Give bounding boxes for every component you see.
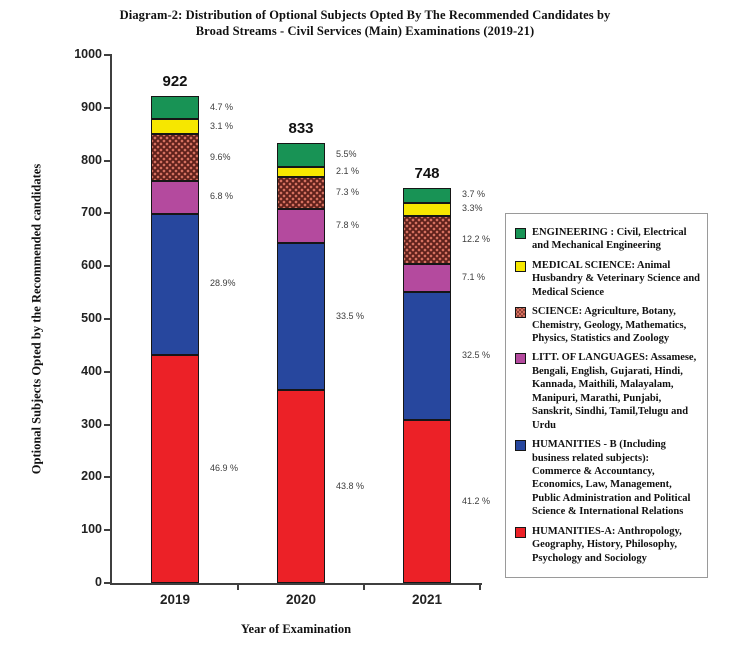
segment-percent-label: 5.5% (336, 149, 357, 160)
y-axis-tick (104, 529, 110, 531)
bar-segment-humanities-b-2019 (151, 214, 199, 355)
segment-percent-label: 46.9 % (210, 462, 239, 473)
x-axis-tick (479, 585, 481, 590)
bar-segment-humanities-a-2021 (403, 420, 451, 583)
legend-swatch-icon (515, 228, 526, 239)
chart-title-line-2: Broad Streams - Civil Services (Main) Examinations (2019-21) (195, 24, 535, 38)
legend-swatch-icon (515, 261, 526, 272)
segment-percent-label: 6.8 % (210, 191, 234, 202)
legend-item-text: SCIENCE: Agriculture, Botany, Chemistry, Geology, Mathematics, Physics, Statistics and Zoology (532, 306, 687, 345)
chart-legend (505, 213, 708, 578)
chart-title-line-1: Diagram-2: Distribution of Optional Subjects Opted By The Recommended Candidates by (119, 8, 611, 22)
x-axis-tick (363, 585, 365, 590)
bar-segment-engineering-2021 (403, 188, 451, 203)
bar-segment-litt-of-languages-2020 (277, 209, 325, 243)
bar-segment-science-2019 (151, 134, 199, 181)
y-axis-tick (104, 476, 110, 478)
bar-segment-humanities-a-2019 (151, 355, 199, 583)
legend-swatch-icon (515, 440, 526, 451)
y-axis-tick-label: 200 (81, 469, 102, 484)
y-axis-tick-label: 1000 (74, 47, 102, 61)
y-axis-tick (104, 371, 110, 373)
y-axis-tick-label: 400 (81, 363, 102, 378)
bar-segment-medical-science-2021 (403, 203, 451, 216)
bar-total-label: 922 (162, 73, 188, 91)
segment-percent-label: 7.3 % (336, 186, 360, 197)
legend-swatch-icon (515, 353, 526, 364)
y-axis-tick (104, 582, 110, 584)
legend-item-humanities-a (515, 525, 700, 565)
legend-item-text: HUMANITIES - B (Including business related subjects): Commerce & Accountancy, Economics, Law, Management, Public Administration and Political Science & International Relations (532, 439, 691, 518)
bar-segment-engineering-2019 (151, 96, 199, 119)
legend-swatch-icon (515, 527, 526, 538)
segment-percent-label: 3.7 % (462, 189, 486, 200)
segment-percent-label: 43.8 % (336, 480, 365, 491)
x-axis-category-label: 2019 (159, 592, 191, 607)
bar-segment-science-2020 (277, 177, 325, 209)
segment-percent-label: 9.6% (210, 151, 231, 162)
segment-percent-label: 33.5 % (336, 310, 365, 321)
y-axis-tick-label: 0 (95, 575, 102, 589)
y-axis-tick-label: 600 (81, 258, 102, 273)
legend-item-engineering (515, 226, 700, 253)
segment-percent-label: 32.5 % (462, 350, 491, 361)
segment-percent-label: 41.2 % (462, 495, 491, 506)
segment-percent-label: 28.9% (210, 278, 236, 289)
segment-percent-label: 2.1 % (336, 165, 360, 176)
y-axis-tick-label: 500 (81, 311, 102, 325)
bar-total-label: 748 (414, 165, 440, 183)
y-axis-line (110, 54, 112, 585)
y-axis-tick (104, 107, 110, 109)
legend-item-medical-science (515, 259, 700, 299)
x-axis-title: Year of Examination (240, 622, 352, 636)
y-axis-tick-label: 300 (81, 416, 102, 431)
bar-segment-science-2021 (403, 216, 451, 264)
y-axis-tick (104, 424, 110, 426)
bar-segment-humanities-b-2020 (277, 243, 325, 390)
bar-segment-engineering-2020 (277, 143, 325, 167)
x-axis-category-label: 2021 (411, 592, 443, 607)
y-axis-tick (104, 160, 110, 162)
bar-segment-medical-science-2020 (277, 167, 325, 176)
legend-swatch-icon (515, 307, 526, 318)
y-axis-tick-label: 800 (81, 152, 102, 167)
y-axis-tick (104, 54, 110, 56)
segment-percent-label: 4.7 % (210, 101, 234, 112)
legend-item-litt-of-languages (515, 351, 700, 432)
legend-item-text: HUMANITIES-A: Anthropology, Geography, History, Philosophy, Psychology and Sociology (532, 525, 682, 564)
y-axis-tick-label: 700 (81, 205, 102, 220)
legend-item-text: MEDICAL SCIENCE: Animal Husbandry & Veterinary Science and Medical Science (532, 259, 701, 298)
segment-percent-label: 7.1 % (462, 271, 486, 282)
y-axis-tick-label: 100 (81, 522, 102, 537)
segment-percent-label: 3.3% (462, 203, 483, 214)
x-axis-tick (237, 585, 239, 590)
y-axis-tick (104, 265, 110, 267)
segment-percent-label: 3.1 % (210, 120, 234, 131)
bar-segment-humanities-b-2021 (403, 292, 451, 420)
legend-item-science (515, 305, 700, 345)
bar-segment-litt-of-languages-2021 (403, 264, 451, 292)
y-axis-tick (104, 212, 110, 214)
x-axis-category-label: 2020 (285, 592, 317, 607)
y-axis-tick-label: 900 (81, 99, 102, 114)
y-axis-title: Optional Subjects Opted by the Recommended candidates (29, 163, 44, 475)
x-axis-line (110, 583, 482, 585)
legend-item-humanities-b (515, 438, 700, 519)
bar-total-label: 833 (288, 120, 314, 138)
segment-percent-label: 7.8 % (336, 219, 360, 230)
legend-item-text: LITT. OF LANGUAGES: Assamese, Bengali, English, Gujarati, Hindi, Kannada, Maithili, Malayalam, Manipuri, Marathi, Punjabi, Sanskrit, Sindhi, Tamil,Telugu and Urdu (532, 352, 697, 431)
bar-segment-litt-of-languages-2019 (151, 181, 199, 214)
bar-segment-humanities-a-2020 (277, 390, 325, 583)
segment-percent-label: 12.2 % (462, 233, 491, 244)
legend-item-text: ENGINEERING : Civil, Electrical and Mechanical Engineering (532, 227, 687, 252)
bar-segment-medical-science-2019 (151, 119, 199, 134)
y-axis-tick (104, 318, 110, 320)
